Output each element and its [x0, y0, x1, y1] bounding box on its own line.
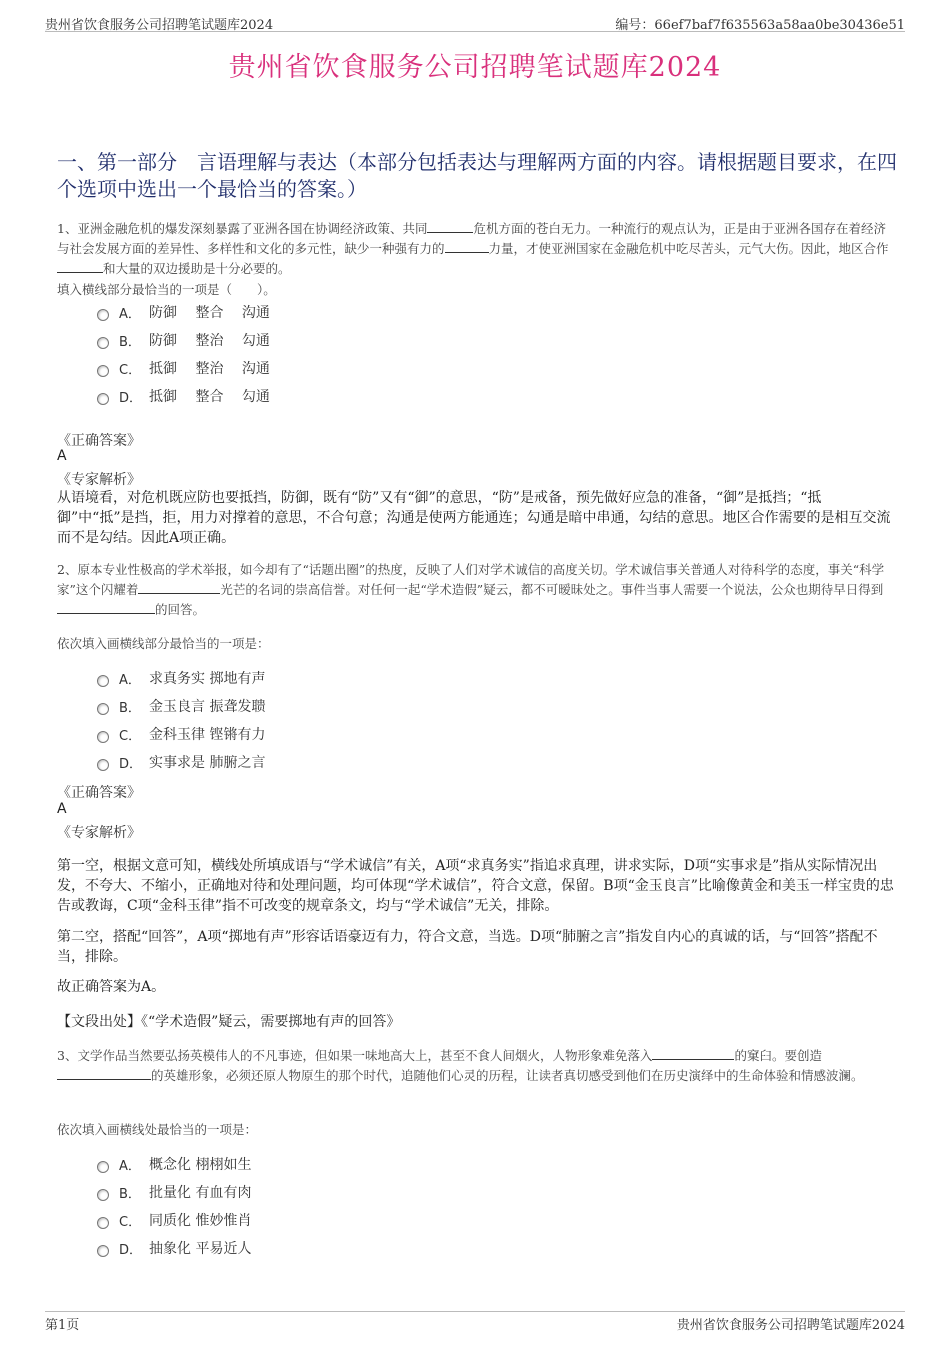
analysis-conclusion: 故正确答案为A。 [57, 979, 166, 995]
analysis-text: 第二空，搭配“回答”，A项“掷地有声”形容话语豪迈有力，符合文意，当选。D项“肺腑之言”指发自内心的真诚的话，与“回答”搭配不当，排除。 [57, 929, 878, 965]
page-number: 第1页 [45, 1318, 80, 1333]
option-d[interactable]: D． 抽象化 平易近人 [97, 1234, 251, 1262]
option-b[interactable]: B． 批量化 有血有肉 [97, 1178, 251, 1206]
analysis-label: 《专家解析》 [57, 472, 141, 488]
question-3-prompt: 依次填入画横线处最恰当的一项是： [57, 1122, 258, 1137]
question-2-stem: 2、原本专业性极高的学术举报，如今却有了“话题出圈”的热度，反映了人们对学术诚信的高度关切。学术诚信事关普通人对待科学的态度，事关“科学家”这个闪耀着 光芒的名词的崇高信誉。对任何一起“学术造假”疑云，都不可暧昧处之。事件当事人需要一个说法，公众也期待早日得到的回答。 [57, 562, 885, 617]
answer-value: A [57, 801, 67, 817]
radio-icon[interactable] [97, 675, 109, 687]
footer-doc-title: 贵州省饮食服务公司招聘笔试题库2024 [676, 1318, 905, 1333]
option-c[interactable]: C． 抵御 整治 沟通 [97, 354, 270, 382]
option-c[interactable]: C． 金科玉律 铿锵有力 [97, 720, 265, 748]
source-note: 【文段出处】《“学术造假”疑云，需要掷地有声的回答》 [57, 1014, 401, 1030]
answer-label: 《正确答案》 [57, 785, 141, 801]
analysis-text: 从语境看，对危机既应防也要抵挡，防御，既有“防”又有“御”的意思，“防”是戒备，预先做好应急的准备，“御”是抵挡；“抵御”中“抵”是挡，拒，用力对撑着的意思，不合句意；沟通是使两方能通连；勾通是暗中串通，勾结的意思。地区合作需要的是相互交流而不是勾结。因此A项正确。 [57, 490, 891, 546]
radio-icon[interactable] [97, 1245, 109, 1257]
radio-icon[interactable] [97, 1189, 109, 1201]
option-a[interactable]: A． 防御 整合 沟通 [97, 298, 270, 326]
option-d[interactable]: D． 实事求是 肺腑之言 [97, 748, 265, 776]
answer-value: A [57, 448, 67, 464]
radio-icon[interactable] [97, 393, 109, 405]
radio-icon[interactable] [97, 365, 109, 377]
radio-icon[interactable] [97, 703, 109, 715]
answer-label: 《正确答案》 [57, 433, 141, 449]
radio-icon[interactable] [97, 309, 109, 321]
option-a[interactable]: A． 概念化 栩栩如生 [97, 1150, 251, 1178]
analysis-text: 第一空，根据文意可知，横线处所填成语与“学术诚信”有关，A项“求真务实”指追求真理，讲求实际，D项“实事求是”指从实际情况出发，不夸大、不缩小，正确地对待和处理问题，均可体现“学术诚信”，符合文意，保留。B项“金玉良言”比喻像黄金和美玉一样宝贵的忠告或教诲，C项“金科玉律”指不可改变的规章条文，均与“学术诚信”无关，排除。 [57, 858, 894, 914]
header-doc-id: 编号：66ef7baf7f635563a58aa0be30436e51 [615, 18, 905, 33]
option-c[interactable]: C． 同质化 惟妙惟肖 [97, 1206, 251, 1234]
question-2-prompt: 依次填入画横线部分最恰当的一项是： [57, 636, 270, 651]
option-b[interactable]: B． 防御 整治 勾通 [97, 326, 270, 354]
option-b[interactable]: B． 金玉良言 振聋发聩 [97, 692, 265, 720]
page-title: 贵州省饮食服务公司招聘笔试题库2024 [228, 52, 722, 83]
question-1-prompt: 填入横线部分最恰当的一项是（ ）。 [57, 282, 276, 297]
question-2-options [97, 664, 265, 776]
page-header [45, 12, 905, 32]
radio-icon[interactable] [97, 1161, 109, 1173]
question-3-options [97, 1150, 251, 1262]
question-1-stem: 1、亚洲金融危机的爆发深刻暴露了亚洲各国在协调经济政策、共同 危机方面的苍白无力。一种流行的观点认为，正是由于亚洲各国存在着经济与社会发展方面的差异性、多样性和文化的多元性，缺少一种强有力的 力量，才使亚洲国家在金融危机中吃尽苦头，元气大伤。因此，地区合作和大量的双边援助是十分必要的。 [57, 221, 889, 276]
option-a[interactable]: A． 求真务实 掷地有声 [97, 664, 265, 692]
radio-icon[interactable] [97, 759, 109, 771]
radio-icon[interactable] [97, 731, 109, 743]
header-doc-title: 贵州省饮食服务公司招聘笔试题库2024 [45, 18, 274, 33]
question-3-stem: 3、文学作品当然要弘扬英模伟人的不凡事迹，但如果一味地高大上，甚至不食人间烟火，人物形象难免落入 的窠臼。要创造的英雄形象，必须还原人物原生的那个时代，追随他们心灵的历程，让读者真切感受到他们在历史演绎中的生命体验和情感波澜。 [57, 1048, 864, 1083]
radio-icon[interactable] [97, 337, 109, 349]
analysis-label: 《专家解析》 [57, 825, 141, 841]
page-footer [45, 1311, 905, 1331]
option-d[interactable]: D． 抵御 整合 勾通 [97, 382, 270, 410]
section-title: 一、第一部分 言语理解与表达（本部分包括表达与理解两方面的内容。请根据题目要求，在四个选项中选出一个最恰当的答案。） [57, 150, 897, 201]
radio-icon[interactable] [97, 1217, 109, 1229]
question-1-options [97, 298, 270, 410]
